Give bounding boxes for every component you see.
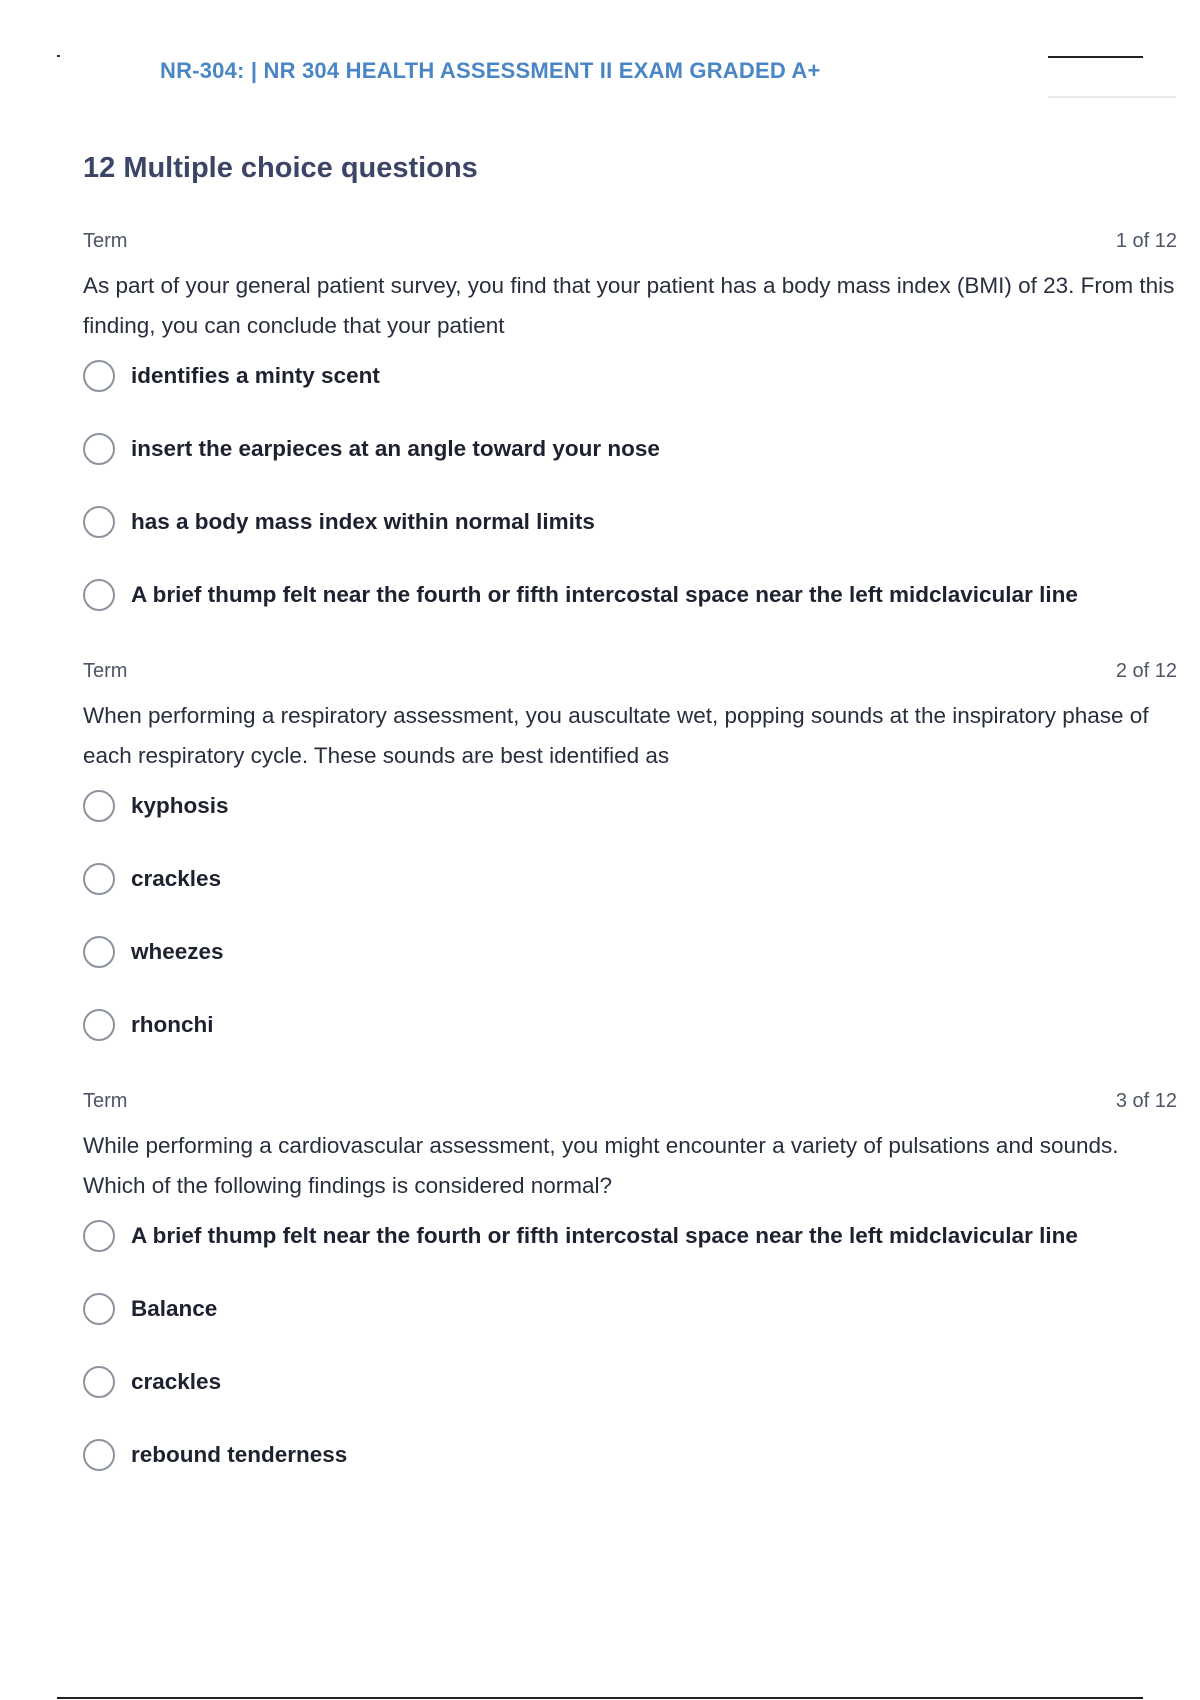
answer-option-label[interactable]: crackles bbox=[131, 1369, 222, 1394]
answer-option[interactable] bbox=[83, 1437, 1177, 1510]
question-text: While performing a cardiovascular assessment, you might encounter a variety of pulsations and sounds. Which of the following findings is considered normal? bbox=[83, 1133, 1119, 1198]
radio-button[interactable] bbox=[83, 936, 115, 968]
footer-rule bbox=[57, 1697, 1143, 1699]
radio-button[interactable] bbox=[83, 433, 115, 465]
answer-option[interactable] bbox=[83, 504, 1177, 577]
answer-options bbox=[83, 358, 1177, 650]
answer-option[interactable] bbox=[83, 1218, 1177, 1291]
answer-option[interactable] bbox=[83, 358, 1177, 431]
answer-option-label[interactable]: has a body mass index within normal limits bbox=[131, 509, 595, 534]
question-meta bbox=[83, 230, 1177, 256]
answer-option-label[interactable]: identifies a minty scent bbox=[131, 363, 380, 388]
term-label: Term bbox=[83, 660, 128, 682]
question-text: When performing a respiratory assessment, you auscultate wet, popping sounds at the inspiratory phase of each respiratory cycle. These sounds are best identified as bbox=[83, 703, 1149, 768]
radio-button[interactable] bbox=[83, 506, 115, 538]
radio-button[interactable] bbox=[83, 1220, 115, 1252]
term-label: Term bbox=[83, 230, 128, 252]
answer-option-label[interactable]: crackles bbox=[131, 866, 222, 891]
answer-option[interactable] bbox=[83, 577, 1177, 650]
answer-option-label[interactable]: rebound tenderness bbox=[131, 1442, 348, 1467]
radio-button[interactable] bbox=[83, 1293, 115, 1325]
answer-option-label[interactable]: wheezes bbox=[131, 939, 224, 964]
radio-button[interactable] bbox=[83, 1366, 115, 1398]
header-rule bbox=[1048, 56, 1143, 58]
page-title: 12 Multiple choice questions bbox=[83, 152, 478, 184]
radio-button[interactable] bbox=[83, 1439, 115, 1471]
answer-option-label[interactable]: insert the earpieces at an angle toward your nose bbox=[131, 436, 660, 461]
answer-option-label[interactable]: rhonchi bbox=[131, 1012, 214, 1037]
radio-button[interactable] bbox=[83, 863, 115, 895]
question-meta bbox=[83, 660, 1177, 686]
question-card bbox=[83, 1090, 1177, 1510]
answer-option[interactable] bbox=[83, 1364, 1177, 1437]
answer-option-label[interactable]: A brief thump felt near the fourth or fifth intercostal space near the left midclavicular line bbox=[131, 582, 1078, 607]
term-label: Term bbox=[83, 1090, 128, 1112]
document-header-title: NR-304: | NR 304 HEALTH ASSESSMENT II EXAM GRADED A+ bbox=[160, 58, 821, 83]
answer-option[interactable] bbox=[83, 934, 1177, 1007]
corner-mark bbox=[57, 55, 60, 57]
radio-button[interactable] bbox=[83, 360, 115, 392]
answer-option[interactable] bbox=[83, 1291, 1177, 1364]
radio-button[interactable] bbox=[83, 579, 115, 611]
question-text: As part of your general patient survey, you find that your patient has a body mass index (BMI) of 23. From this finding, you can conclude that your patient bbox=[83, 273, 1175, 338]
radio-button[interactable] bbox=[83, 790, 115, 822]
answer-option[interactable] bbox=[83, 861, 1177, 934]
question-meta bbox=[83, 1090, 1177, 1116]
answer-options bbox=[83, 788, 1177, 1080]
answer-option-label[interactable]: A brief thump felt near the fourth or fifth intercostal space near the left midclavicular line bbox=[131, 1223, 1078, 1248]
question-counter: 3 of 12 bbox=[1115, 1090, 1177, 1112]
question-card bbox=[83, 660, 1177, 1080]
answer-options bbox=[83, 1218, 1177, 1510]
answer-option-label[interactable]: kyphosis bbox=[131, 793, 229, 818]
answer-option-label[interactable]: Balance bbox=[131, 1296, 218, 1321]
answer-option[interactable] bbox=[83, 431, 1177, 504]
question-counter: 1 of 12 bbox=[1115, 230, 1177, 252]
question-card bbox=[83, 230, 1177, 650]
header-rule-light bbox=[1048, 96, 1176, 98]
answer-option[interactable] bbox=[83, 1007, 1177, 1080]
answer-option[interactable] bbox=[83, 788, 1177, 861]
question-counter: 2 of 12 bbox=[1115, 660, 1177, 682]
radio-button[interactable] bbox=[83, 1009, 115, 1041]
